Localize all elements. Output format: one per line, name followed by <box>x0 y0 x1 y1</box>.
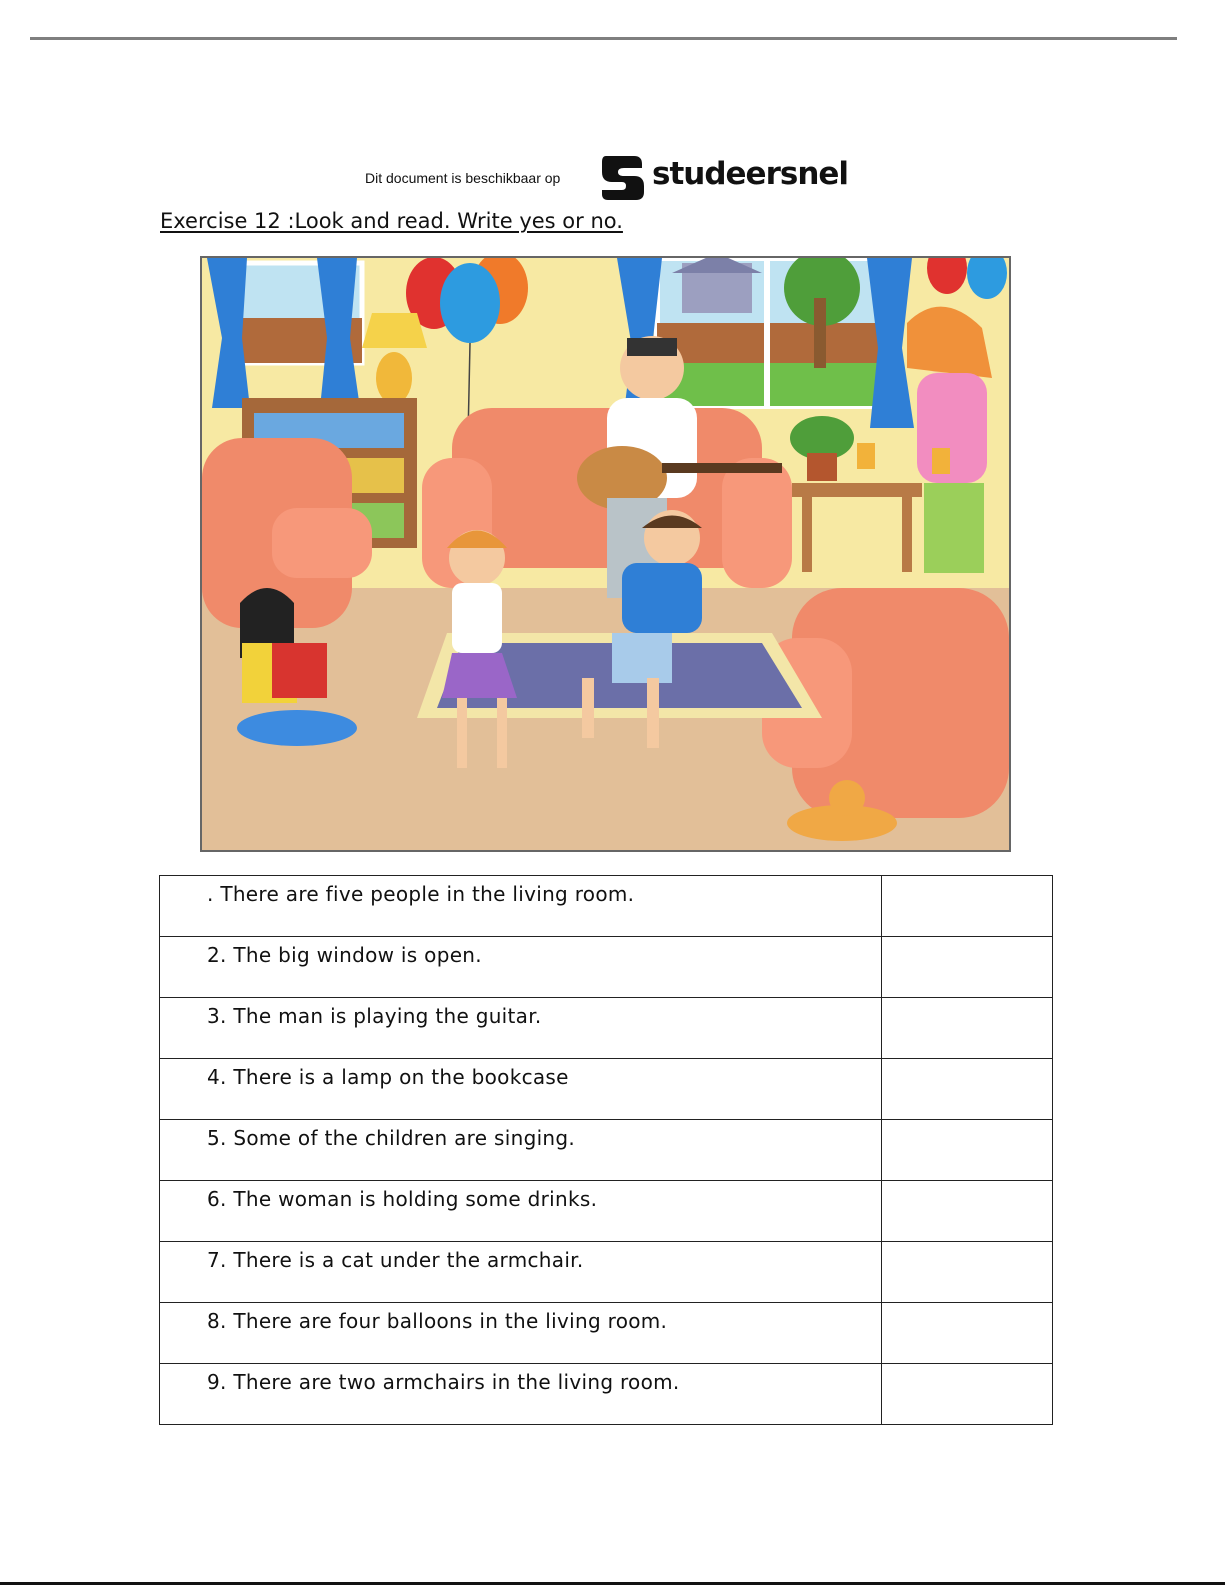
availability-text: Dit document is beschikbaar op <box>365 170 561 186</box>
statement-text: 3. The man is playing the guitar. <box>160 998 882 1059</box>
table-row <box>160 1120 1053 1181</box>
exercise-title: Exercise 12 :Look and read. Write yes or no. <box>160 209 623 233</box>
studeersnel-logo: studeersnel <box>652 156 849 192</box>
statement-text: 2. The big window is open. <box>160 937 882 998</box>
table-row <box>160 1364 1053 1425</box>
table-row <box>160 1242 1053 1303</box>
answer-field[interactable] <box>882 1181 1053 1242</box>
top-divider <box>30 37 1177 40</box>
statement-text: 9. There are two armchairs in the living room. <box>160 1364 882 1425</box>
table-row <box>160 1181 1053 1242</box>
statement-text: 5. Some of the children are singing. <box>160 1120 882 1181</box>
answer-field[interactable] <box>882 1242 1053 1303</box>
statements-table <box>159 875 1053 1425</box>
answer-field[interactable] <box>882 1059 1053 1120</box>
table-row <box>160 1059 1053 1120</box>
answer-field[interactable] <box>882 1120 1053 1181</box>
statement-text: 8. There are four balloons in the living room. <box>160 1303 882 1364</box>
living-room-illustration <box>200 256 1011 852</box>
answer-field[interactable] <box>882 998 1053 1059</box>
statement-text: 6. The woman is holding some drinks. <box>160 1181 882 1242</box>
table-row <box>160 937 1053 998</box>
answer-field[interactable] <box>882 876 1053 937</box>
answer-field[interactable] <box>882 937 1053 998</box>
statement-text: . There are five people in the living room. <box>160 876 882 937</box>
table-row <box>160 998 1053 1059</box>
statement-text: 4. There is a lamp on the bookcase <box>160 1059 882 1120</box>
table-row <box>160 1303 1053 1364</box>
studeersnel-s-logo-icon <box>598 152 646 204</box>
table-row <box>160 876 1053 937</box>
answer-field[interactable] <box>882 1364 1053 1425</box>
statement-text: 7. There is a cat under the armchair. <box>160 1242 882 1303</box>
answer-field[interactable] <box>882 1303 1053 1364</box>
studeersnel-banner[interactable] <box>365 152 855 204</box>
